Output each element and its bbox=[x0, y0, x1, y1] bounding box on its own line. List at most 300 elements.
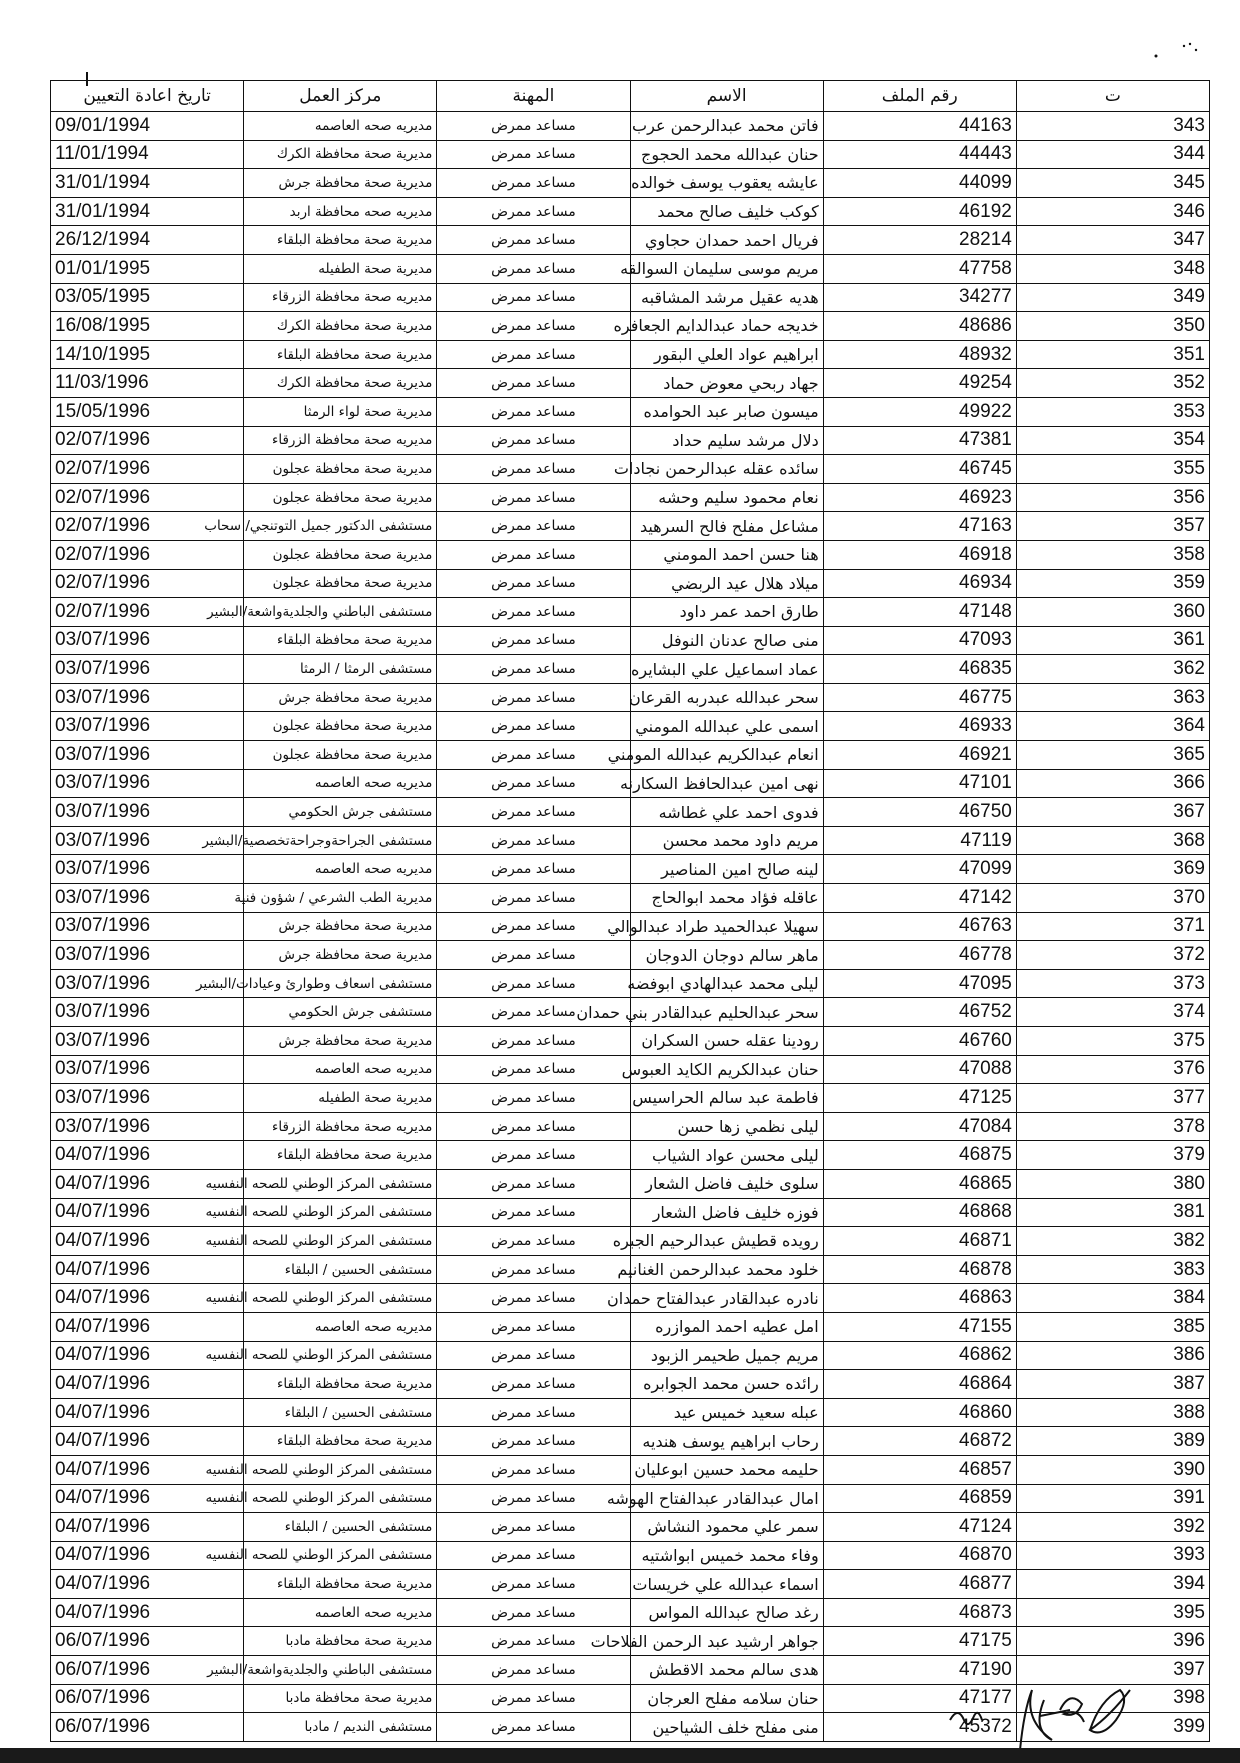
cell-seq: 370 bbox=[1016, 884, 1209, 913]
cell-seq: 393 bbox=[1016, 1541, 1209, 1570]
cell-reappointment-date: 03/07/1996 bbox=[51, 826, 244, 855]
cell-work-center: مديرية صحة محافظة البلقاء bbox=[244, 1427, 437, 1456]
table-row bbox=[51, 741, 1210, 770]
cell-reappointment-date: 31/01/1994 bbox=[51, 197, 244, 226]
table-row bbox=[51, 1198, 1210, 1227]
scan-speck-marks bbox=[1150, 40, 1200, 60]
cell-work-center: مستشفى الباطني والجلديةواشعة/البشير bbox=[244, 598, 437, 627]
cell-seq: 382 bbox=[1016, 1227, 1209, 1256]
cell-profession: مساعد ممرض bbox=[437, 655, 630, 684]
cell-reappointment-date: 02/07/1996 bbox=[51, 569, 244, 598]
cell-seq: 358 bbox=[1016, 540, 1209, 569]
cell-seq: 362 bbox=[1016, 655, 1209, 684]
cell-work-center: مديريه صحة محافظة الزرقاء bbox=[244, 426, 437, 455]
cell-profession: مساعد ممرض bbox=[437, 569, 630, 598]
cell-reappointment-date: 02/07/1996 bbox=[51, 512, 244, 541]
cell-work-center: مستشفى جرش الحكومي bbox=[244, 798, 437, 827]
cell-name: سحر عبدالله عبدربه القرعان bbox=[630, 683, 823, 712]
table-row bbox=[51, 455, 1210, 484]
table-row bbox=[51, 683, 1210, 712]
cell-profession: مساعد ممرض bbox=[437, 912, 630, 941]
cell-work-center: مديرية صحة محافظة عجلون bbox=[244, 455, 437, 484]
cell-seq: 355 bbox=[1016, 455, 1209, 484]
cell-work-center: مديرية صحة محافظة مادبا bbox=[244, 1627, 437, 1656]
cell-file-number: 46871 bbox=[823, 1227, 1016, 1256]
cell-seq: 350 bbox=[1016, 312, 1209, 341]
cell-name: منى صالح عدنان النوفل bbox=[630, 626, 823, 655]
cell-reappointment-date: 02/07/1996 bbox=[51, 483, 244, 512]
cell-reappointment-date: 04/07/1996 bbox=[51, 1484, 244, 1513]
cell-name: منى مفلح خلف الشياحين bbox=[630, 1713, 823, 1742]
cell-profession: مساعد ممرض bbox=[437, 483, 630, 512]
cell-seq: 383 bbox=[1016, 1255, 1209, 1284]
cell-seq: 347 bbox=[1016, 226, 1209, 255]
cell-name: اسمى علي عبدالله المومني bbox=[630, 712, 823, 741]
table-row bbox=[51, 1570, 1210, 1599]
cell-profession: مساعد ممرض bbox=[437, 340, 630, 369]
cell-seq: 354 bbox=[1016, 426, 1209, 455]
cell-profession: مساعد ممرض bbox=[437, 626, 630, 655]
cell-reappointment-date: 04/07/1996 bbox=[51, 1312, 244, 1341]
cell-work-center: مديرية صحة محافظة الكرك bbox=[244, 312, 437, 341]
cell-profession: مساعد ممرض bbox=[437, 455, 630, 484]
cell-work-center: مستشفى الحسين / البلقاء bbox=[244, 1255, 437, 1284]
cell-profession: مساعد ممرض bbox=[437, 369, 630, 398]
cell-file-number: 47381 bbox=[823, 426, 1016, 455]
cell-file-number: 28214 bbox=[823, 226, 1016, 255]
cell-name: حليمه محمد حسين ابوعليان bbox=[630, 1455, 823, 1484]
cell-work-center: مستشفى المركز الوطني للصحه النفسيه bbox=[244, 1484, 437, 1513]
cell-work-center: مديريه صحه العاصمه bbox=[244, 112, 437, 141]
cell-name: عماد اسماعيل علي البشايره bbox=[630, 655, 823, 684]
cell-file-number: 46872 bbox=[823, 1427, 1016, 1456]
cell-file-number: 47125 bbox=[823, 1084, 1016, 1113]
table-row bbox=[51, 998, 1210, 1027]
cell-seq: 353 bbox=[1016, 397, 1209, 426]
cell-name: هديه عقيل مرشد المشاقبه bbox=[630, 283, 823, 312]
cell-name: حنان عبدالكريم الكايد العبوس bbox=[630, 1055, 823, 1084]
cell-file-number: 47095 bbox=[823, 969, 1016, 998]
cell-reappointment-date: 04/07/1996 bbox=[51, 1541, 244, 1570]
cell-reappointment-date: 16/08/1995 bbox=[51, 312, 244, 341]
cell-file-number: 46859 bbox=[823, 1484, 1016, 1513]
cell-reappointment-date: 03/07/1996 bbox=[51, 712, 244, 741]
table-row bbox=[51, 169, 1210, 198]
cell-profession: مساعد ممرض bbox=[437, 1227, 630, 1256]
cell-profession: مساعد ممرض bbox=[437, 226, 630, 255]
cell-reappointment-date: 04/07/1996 bbox=[51, 1598, 244, 1627]
cell-file-number: 46873 bbox=[823, 1598, 1016, 1627]
cell-profession: مساعد ممرض bbox=[437, 397, 630, 426]
cell-work-center: مستشفى اسعاف وطوارئ وعيادات/البشير bbox=[244, 969, 437, 998]
table-row bbox=[51, 1255, 1210, 1284]
table-row bbox=[51, 826, 1210, 855]
cell-work-center: مديريه صحه العاصمه bbox=[244, 769, 437, 798]
cell-reappointment-date: 14/10/1995 bbox=[51, 340, 244, 369]
cell-seq: 351 bbox=[1016, 340, 1209, 369]
cell-seq: 395 bbox=[1016, 1598, 1209, 1627]
cell-work-center: مديرية صحة محافظة البلقاء bbox=[244, 626, 437, 655]
cell-file-number: 44099 bbox=[823, 169, 1016, 198]
table-row bbox=[51, 512, 1210, 541]
cell-file-number: 47088 bbox=[823, 1055, 1016, 1084]
cell-seq: 372 bbox=[1016, 941, 1209, 970]
cell-profession: مساعد ممرض bbox=[437, 312, 630, 341]
cell-reappointment-date: 04/07/1996 bbox=[51, 1370, 244, 1399]
cell-name: سمر علي محمود النشاش bbox=[630, 1513, 823, 1542]
cell-file-number: 46862 bbox=[823, 1341, 1016, 1370]
cell-profession: مساعد ممرض bbox=[437, 1169, 630, 1198]
cell-seq: 389 bbox=[1016, 1427, 1209, 1456]
cell-name: سلوى خليف فاضل الشعار bbox=[630, 1169, 823, 1198]
cell-reappointment-date: 06/07/1996 bbox=[51, 1656, 244, 1685]
cell-profession: مساعد ممرض bbox=[437, 1027, 630, 1056]
cell-name: رائده حسن محمد الجوابره bbox=[630, 1370, 823, 1399]
cell-reappointment-date: 03/07/1996 bbox=[51, 969, 244, 998]
header-reappointment-date: تاريخ اعادة التعيين bbox=[51, 81, 244, 112]
cell-seq: 361 bbox=[1016, 626, 1209, 655]
cell-name: وفاء محمد خميس ابواشتيه bbox=[630, 1541, 823, 1570]
cell-name: فاتن محمد عبدالرحمن عرب bbox=[630, 112, 823, 141]
cell-name: خلود محمد عبدالرحمن الغنانيم bbox=[630, 1255, 823, 1284]
cell-file-number: 46763 bbox=[823, 912, 1016, 941]
cell-work-center: مديرية صحة محافظة الكرك bbox=[244, 140, 437, 169]
table-row bbox=[51, 340, 1210, 369]
cell-name: نهى امين عبدالحافظ السكارنه bbox=[630, 769, 823, 798]
header-profession: المهنة bbox=[437, 81, 630, 112]
cell-work-center: مستشفى المركز الوطني للصحه النفسيه bbox=[244, 1455, 437, 1484]
cell-profession: مساعد ممرض bbox=[437, 197, 630, 226]
cell-profession: مساعد ممرض bbox=[437, 1598, 630, 1627]
cell-reappointment-date: 04/07/1996 bbox=[51, 1284, 244, 1313]
cell-seq: 399 bbox=[1016, 1713, 1209, 1742]
table-row bbox=[51, 712, 1210, 741]
cell-file-number: 47119 bbox=[823, 826, 1016, 855]
cell-name: رغد صالح عبدالله المواس bbox=[630, 1598, 823, 1627]
cell-work-center: مستشفى المركز الوطني للصحه النفسيه bbox=[244, 1541, 437, 1570]
cell-file-number: 47177 bbox=[823, 1684, 1016, 1713]
cell-profession: مساعد ممرض bbox=[437, 884, 630, 913]
cell-seq: 359 bbox=[1016, 569, 1209, 598]
cell-seq: 368 bbox=[1016, 826, 1209, 855]
cell-profession: مساعد ممرض bbox=[437, 712, 630, 741]
table-row bbox=[51, 626, 1210, 655]
cell-reappointment-date: 03/07/1996 bbox=[51, 798, 244, 827]
cell-seq: 384 bbox=[1016, 1284, 1209, 1313]
cell-seq: 366 bbox=[1016, 769, 1209, 798]
cell-name: مريم جميل طحيمر الزبود bbox=[630, 1341, 823, 1370]
cell-profession: مساعد ممرض bbox=[437, 1541, 630, 1570]
cell-name: فدوى احمد علي غطاشه bbox=[630, 798, 823, 827]
cell-seq: 349 bbox=[1016, 283, 1209, 312]
cell-reappointment-date: 03/07/1996 bbox=[51, 941, 244, 970]
table-row bbox=[51, 769, 1210, 798]
cell-seq: 348 bbox=[1016, 254, 1209, 283]
cell-name: ماهر سالم دوجان الدوجان bbox=[630, 941, 823, 970]
cell-seq: 378 bbox=[1016, 1112, 1209, 1141]
cell-file-number: 46864 bbox=[823, 1370, 1016, 1399]
cell-name: خديجه حماد عبدالدايم الجعافره bbox=[630, 312, 823, 341]
cell-name: هنا حسن احمد المومني bbox=[630, 540, 823, 569]
cell-profession: مساعد ممرض bbox=[437, 1112, 630, 1141]
cell-seq: 344 bbox=[1016, 140, 1209, 169]
cell-work-center: مستشفى المركز الوطني للصحه النفسيه bbox=[244, 1198, 437, 1227]
cell-reappointment-date: 03/07/1996 bbox=[51, 1084, 244, 1113]
header-seq: ت bbox=[1016, 81, 1209, 112]
roster-table-wrapper bbox=[50, 80, 1210, 1742]
cell-reappointment-date: 02/07/1996 bbox=[51, 540, 244, 569]
cell-profession: مساعد ممرض bbox=[437, 998, 630, 1027]
cell-file-number: 46918 bbox=[823, 540, 1016, 569]
table-row bbox=[51, 112, 1210, 141]
cell-work-center: مديرية صحة محافظة عجلون bbox=[244, 569, 437, 598]
cell-file-number: 45372 bbox=[823, 1713, 1016, 1742]
cell-work-center: مديرية الطب الشرعي / شؤون فنية bbox=[244, 884, 437, 913]
cell-file-number: 46750 bbox=[823, 798, 1016, 827]
cell-file-number: 46778 bbox=[823, 941, 1016, 970]
cell-reappointment-date: 03/05/1995 bbox=[51, 283, 244, 312]
table-row bbox=[51, 140, 1210, 169]
cell-work-center: مستشفى الحسين / البلقاء bbox=[244, 1513, 437, 1542]
cell-profession: مساعد ممرض bbox=[437, 1455, 630, 1484]
cell-work-center: مديرية صحة الطفيله bbox=[244, 254, 437, 283]
cell-seq: 343 bbox=[1016, 112, 1209, 141]
cell-seq: 364 bbox=[1016, 712, 1209, 741]
cell-seq: 392 bbox=[1016, 1513, 1209, 1542]
cell-seq: 377 bbox=[1016, 1084, 1209, 1113]
cell-name: امال عبدالقادر عبدالفتاح الهوشه bbox=[630, 1484, 823, 1513]
cell-reappointment-date: 11/03/1996 bbox=[51, 369, 244, 398]
cell-seq: 394 bbox=[1016, 1570, 1209, 1599]
cell-file-number: 46860 bbox=[823, 1398, 1016, 1427]
cell-reappointment-date: 04/07/1996 bbox=[51, 1570, 244, 1599]
table-row bbox=[51, 197, 1210, 226]
table-row bbox=[51, 426, 1210, 455]
cell-work-center: مديرية صحة محافظة عجلون bbox=[244, 483, 437, 512]
cell-file-number: 46934 bbox=[823, 569, 1016, 598]
cell-seq: 352 bbox=[1016, 369, 1209, 398]
cell-seq: 386 bbox=[1016, 1341, 1209, 1370]
cell-work-center: مديرية صحة محافظة عجلون bbox=[244, 741, 437, 770]
cell-work-center: مديرية صحة محافظة البلقاء bbox=[244, 226, 437, 255]
cell-profession: مساعد ممرض bbox=[437, 540, 630, 569]
cell-profession: مساعد ممرض bbox=[437, 941, 630, 970]
cell-file-number: 44443 bbox=[823, 140, 1016, 169]
cell-reappointment-date: 04/07/1996 bbox=[51, 1141, 244, 1170]
cell-reappointment-date: 04/07/1996 bbox=[51, 1341, 244, 1370]
cell-work-center: مديريه صحه العاصمه bbox=[244, 1312, 437, 1341]
cell-reappointment-date: 03/07/1996 bbox=[51, 626, 244, 655]
cell-profession: مساعد ممرض bbox=[437, 254, 630, 283]
cell-file-number: 47084 bbox=[823, 1112, 1016, 1141]
cell-file-number: 47155 bbox=[823, 1312, 1016, 1341]
cell-seq: 391 bbox=[1016, 1484, 1209, 1513]
cell-reappointment-date: 02/07/1996 bbox=[51, 598, 244, 627]
cell-file-number: 46745 bbox=[823, 455, 1016, 484]
cell-reappointment-date: 02/07/1996 bbox=[51, 455, 244, 484]
cell-work-center: مديريه صحه العاصمه bbox=[244, 855, 437, 884]
cell-work-center: مديرية صحة محافظة جرش bbox=[244, 941, 437, 970]
cell-file-number: 47758 bbox=[823, 254, 1016, 283]
table-row bbox=[51, 483, 1210, 512]
cell-name: سحر عبدالحليم عبدالقادر بني حمدان bbox=[630, 998, 823, 1027]
table-row bbox=[51, 1484, 1210, 1513]
cell-work-center: مستشفى الدكتور جميل التوتنجي/ سحاب bbox=[244, 512, 437, 541]
cell-file-number: 47124 bbox=[823, 1513, 1016, 1542]
cell-name: انعام عبدالكريم عبدالله المومني bbox=[630, 741, 823, 770]
cell-reappointment-date: 04/07/1996 bbox=[51, 1513, 244, 1542]
cell-name: نعام محمود سليم وحشه bbox=[630, 483, 823, 512]
table-row bbox=[51, 1227, 1210, 1256]
cell-reappointment-date: 06/07/1996 bbox=[51, 1713, 244, 1742]
cell-profession: مساعد ممرض bbox=[437, 1484, 630, 1513]
cell-profession: مساعد ممرض bbox=[437, 1284, 630, 1313]
table-row bbox=[51, 1627, 1210, 1656]
cell-work-center: مستشفى الحسين / البلقاء bbox=[244, 1398, 437, 1427]
cell-seq: 376 bbox=[1016, 1055, 1209, 1084]
cell-file-number: 49254 bbox=[823, 369, 1016, 398]
cell-name: حنان عبدالله محمد الحجوج bbox=[630, 140, 823, 169]
cell-file-number: 46857 bbox=[823, 1455, 1016, 1484]
cell-reappointment-date: 06/07/1996 bbox=[51, 1684, 244, 1713]
table-row bbox=[51, 283, 1210, 312]
cell-reappointment-date: 04/07/1996 bbox=[51, 1427, 244, 1456]
cell-seq: 380 bbox=[1016, 1169, 1209, 1198]
cell-reappointment-date: 04/07/1996 bbox=[51, 1398, 244, 1427]
cell-seq: 374 bbox=[1016, 998, 1209, 1027]
cell-work-center: مديرية صحة محافظة الكرك bbox=[244, 369, 437, 398]
cell-profession: مساعد ممرض bbox=[437, 826, 630, 855]
table-row bbox=[51, 1141, 1210, 1170]
cell-file-number: 47148 bbox=[823, 598, 1016, 627]
cell-reappointment-date: 01/01/1995 bbox=[51, 254, 244, 283]
cell-file-number: 47093 bbox=[823, 626, 1016, 655]
table-row bbox=[51, 969, 1210, 998]
cell-reappointment-date: 03/07/1996 bbox=[51, 855, 244, 884]
cell-reappointment-date: 06/07/1996 bbox=[51, 1627, 244, 1656]
cell-seq: 360 bbox=[1016, 598, 1209, 627]
table-row bbox=[51, 254, 1210, 283]
cell-seq: 346 bbox=[1016, 197, 1209, 226]
cell-profession: مساعد ممرض bbox=[437, 140, 630, 169]
cell-profession: مساعد ممرض bbox=[437, 1198, 630, 1227]
cell-reappointment-date: 09/01/1994 bbox=[51, 112, 244, 141]
cell-file-number: 46923 bbox=[823, 483, 1016, 512]
cell-profession: مساعد ممرض bbox=[437, 855, 630, 884]
cell-seq: 345 bbox=[1016, 169, 1209, 198]
cell-profession: مساعد ممرض bbox=[437, 969, 630, 998]
cell-reappointment-date: 03/07/1996 bbox=[51, 998, 244, 1027]
cell-work-center: مديرية صحة محافظة عجلون bbox=[244, 712, 437, 741]
cell-name: عايشه يعقوب يوسف خوالده bbox=[630, 169, 823, 198]
cell-profession: مساعد ممرض bbox=[437, 683, 630, 712]
table-row bbox=[51, 1541, 1210, 1570]
cell-work-center: مديرية صحة محافظة عجلون bbox=[244, 540, 437, 569]
cell-profession: مساعد ممرض bbox=[437, 798, 630, 827]
table-row bbox=[51, 1169, 1210, 1198]
cell-name: جهاد ربحي معوض حماد bbox=[630, 369, 823, 398]
cell-profession: مساعد ممرض bbox=[437, 741, 630, 770]
cell-name: فاطمة عبد سالم الحراسيس bbox=[630, 1084, 823, 1113]
cell-name: ليلى محمد عبدالهادي ابوفضه bbox=[630, 969, 823, 998]
cell-profession: مساعد ممرض bbox=[437, 1656, 630, 1685]
cell-file-number: 47175 bbox=[823, 1627, 1016, 1656]
cell-reappointment-date: 15/05/1996 bbox=[51, 397, 244, 426]
cell-seq: 387 bbox=[1016, 1370, 1209, 1399]
cell-reappointment-date: 11/01/1994 bbox=[51, 140, 244, 169]
cell-reappointment-date: 04/07/1996 bbox=[51, 1255, 244, 1284]
cell-name: سائده عقله عبدالرحمن نجادات bbox=[630, 455, 823, 484]
cell-seq: 369 bbox=[1016, 855, 1209, 884]
cell-file-number: 47190 bbox=[823, 1656, 1016, 1685]
cell-profession: مساعد ممرض bbox=[437, 1255, 630, 1284]
cell-name: اسماء عبدالله علي خريسات bbox=[630, 1570, 823, 1599]
cell-name: عبله سعيد خميس عيد bbox=[630, 1398, 823, 1427]
cell-name: ليلى نظمي زها حسن bbox=[630, 1112, 823, 1141]
cell-work-center: مستشفى المركز الوطني للصحه النفسيه bbox=[244, 1284, 437, 1313]
cell-profession: مساعد ممرض bbox=[437, 1513, 630, 1542]
cell-file-number: 47142 bbox=[823, 884, 1016, 913]
cell-profession: مساعد ممرض bbox=[437, 598, 630, 627]
table-row bbox=[51, 1398, 1210, 1427]
cell-name: هدى سالم محمد الاقطش bbox=[630, 1656, 823, 1685]
cell-file-number: 49922 bbox=[823, 397, 1016, 426]
table-body bbox=[51, 112, 1210, 1742]
cell-name: رحاب ابراهيم يوسف هنديه bbox=[630, 1427, 823, 1456]
cell-file-number: 46921 bbox=[823, 741, 1016, 770]
cell-profession: مساعد ممرض bbox=[437, 112, 630, 141]
cell-profession: مساعد ممرض bbox=[437, 1341, 630, 1370]
cell-reappointment-date: 04/07/1996 bbox=[51, 1455, 244, 1484]
cell-profession: مساعد ممرض bbox=[437, 1570, 630, 1599]
cell-file-number: 46192 bbox=[823, 197, 1016, 226]
cell-work-center: مستشفى المركز الوطني للصحه النفسيه bbox=[244, 1341, 437, 1370]
table-row bbox=[51, 1598, 1210, 1627]
cell-file-number: 47163 bbox=[823, 512, 1016, 541]
cell-file-number: 48686 bbox=[823, 312, 1016, 341]
cell-name: جواهر ارشيد عبد الرحمن الفلاحات bbox=[630, 1627, 823, 1656]
table-row bbox=[51, 1427, 1210, 1456]
cell-name: رودينا عقله حسن السكران bbox=[630, 1027, 823, 1056]
header-file-number: رقم الملف bbox=[823, 81, 1016, 112]
cell-profession: مساعد ممرض bbox=[437, 1427, 630, 1456]
cell-work-center: مديريه صحة محافظة الزرقاء bbox=[244, 283, 437, 312]
cell-name: رويده قطيش عبدالرحيم الجبره bbox=[630, 1227, 823, 1256]
cell-work-center: مديرية صحة محافظة جرش bbox=[244, 169, 437, 198]
cell-seq: 385 bbox=[1016, 1312, 1209, 1341]
cell-file-number: 46865 bbox=[823, 1169, 1016, 1198]
cell-file-number: 46933 bbox=[823, 712, 1016, 741]
scan-bottom-edge bbox=[0, 1748, 1240, 1763]
cell-work-center: مستشفى الباطني والجلديةواشعة/البشير bbox=[244, 1656, 437, 1685]
cell-seq: 396 bbox=[1016, 1627, 1209, 1656]
cell-reappointment-date: 03/07/1996 bbox=[51, 1027, 244, 1056]
table-row bbox=[51, 655, 1210, 684]
cell-file-number: 34277 bbox=[823, 283, 1016, 312]
cell-seq: 365 bbox=[1016, 741, 1209, 770]
table-row bbox=[51, 855, 1210, 884]
cell-reappointment-date: 03/07/1996 bbox=[51, 912, 244, 941]
cell-profession: مساعد ممرض bbox=[437, 283, 630, 312]
table-row bbox=[51, 941, 1210, 970]
cell-file-number: 46752 bbox=[823, 998, 1016, 1027]
cell-work-center: مديريه صحه محافظة اربد bbox=[244, 197, 437, 226]
cell-seq: 367 bbox=[1016, 798, 1209, 827]
cell-name: عاقله فؤاد محمد ابوالحاج bbox=[630, 884, 823, 913]
cell-work-center: مديرية صحة محافظة جرش bbox=[244, 1027, 437, 1056]
cell-work-center: مستشفى الرمثا / الرمثا bbox=[244, 655, 437, 684]
cell-work-center: مديريه صحه العاصمه bbox=[244, 1598, 437, 1627]
